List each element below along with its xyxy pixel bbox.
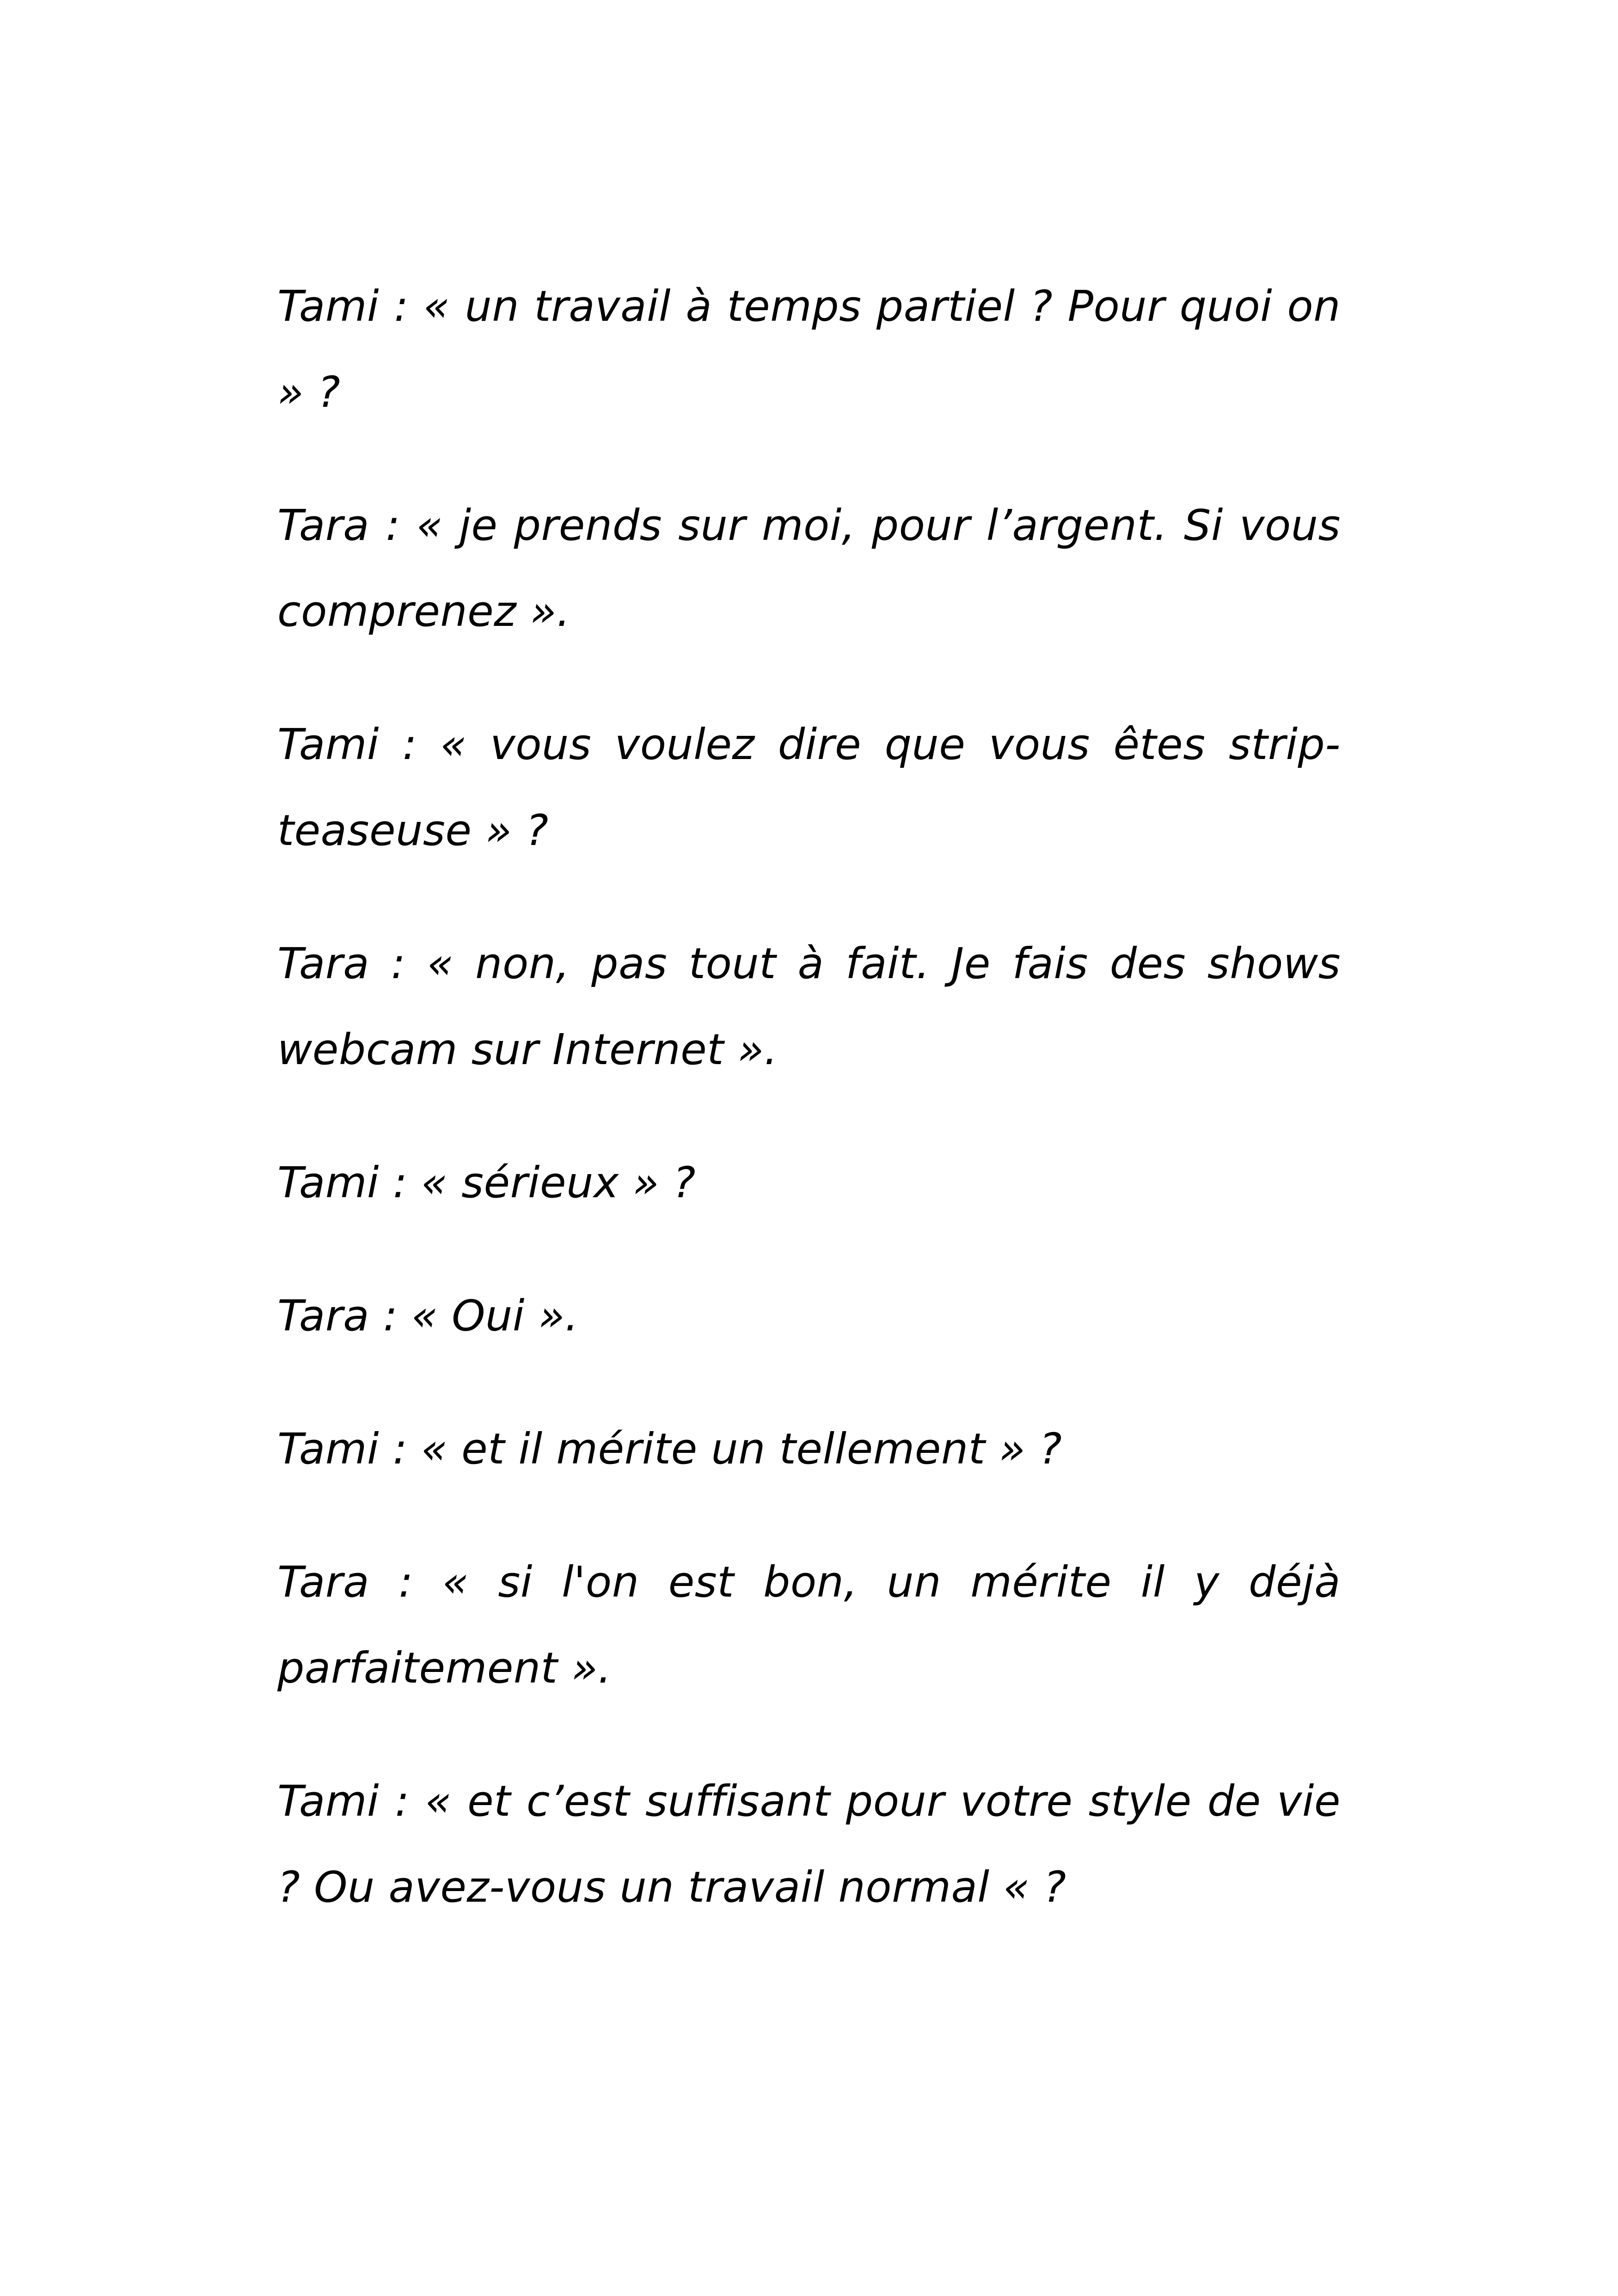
dialogue-line-tami-1: Tami : « un travail à temps partiel ? Pour quoi on » ? <box>277 282 1341 417</box>
dialogue-line-tami-3: Tami : « sérieux » ? <box>277 1158 696 1207</box>
dialogue-line-tami-2: Tami : « vous voulez dire que vous êtes strip-teaseuse » ? <box>277 720 1341 855</box>
dialogue-line-tara-1: Tara : « je prends sur moi, pour l’argent. Si vous comprenez ». <box>277 501 1341 636</box>
dialogue-line-tara-2: Tara : « non, pas tout à fait. Je fais des shows webcam sur Internet ». <box>277 939 1341 1074</box>
dialogue-line-tami-4: Tami : « et il mérite un tellement » ? <box>277 1424 1062 1474</box>
dialogue-line-tara-3: Tara : « Oui ». <box>277 1291 579 1341</box>
dialogue-line-tara-4: Tara : « si l'on est bon, un mérite il y déjà parfaitement ». <box>277 1557 1341 1693</box>
dialogue-line-tami-5: Tami : « et c’est suffisant pour votre style de vie ? Ou avez-vous un travail normal « ? <box>277 1776 1341 1912</box>
dialogue-text-block <box>277 263 1341 1978</box>
